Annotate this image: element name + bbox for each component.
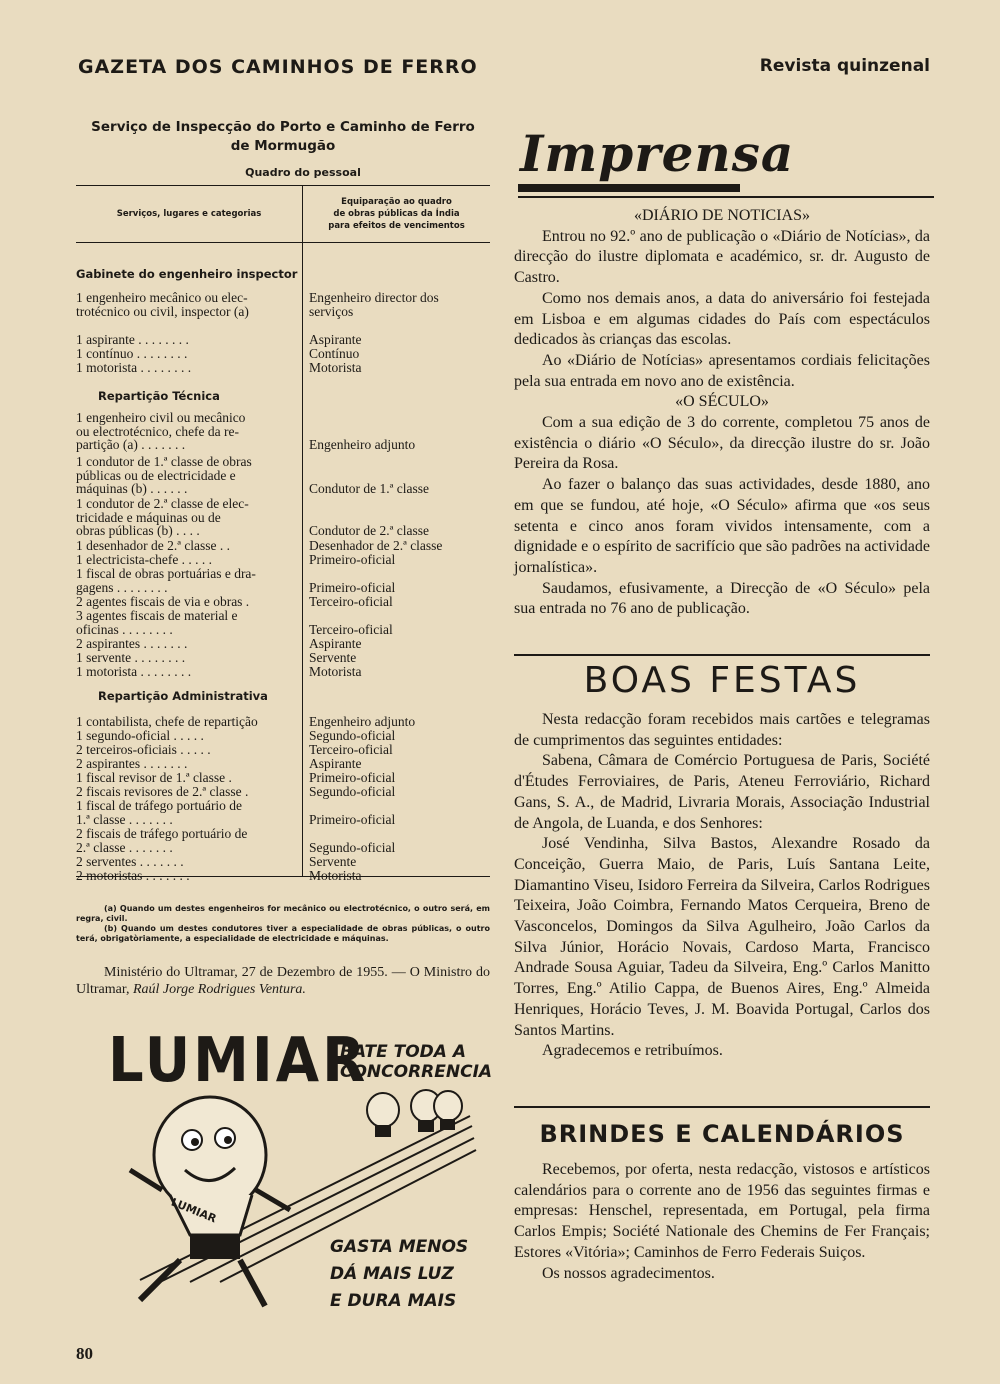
staff-position — [76, 651, 298, 665]
equivalent-grade — [309, 539, 490, 553]
staff-position — [76, 595, 298, 609]
equivalent-grade-line: Terceiro-oficial — [309, 621, 393, 637]
title-rule — [518, 184, 740, 192]
footnote-a: (a) Quando um destes engenheiros for mecânico ou electrotécnico, o outro será, em regra, civil. — [76, 904, 490, 923]
small-bulb-characters — [367, 1090, 462, 1136]
staff-position-line: 3 agentes fiscais de material e — [76, 608, 238, 623]
equivalent-grade-line: Engenheiro adjunto — [309, 714, 416, 729]
ad-slogan-line: GASTA MENOS — [330, 1237, 469, 1257]
dn-article — [514, 206, 930, 620]
equivalent-grade — [309, 785, 490, 799]
staff-position-line: 1 aspirante . . . . . . . . — [76, 332, 189, 347]
staff-position-line: 2 fiscais revisores de 2.ª classe . — [76, 784, 249, 799]
staff-position-line: 1 engenheiro mecânico ou elec- — [76, 290, 248, 305]
boas-festas-article — [514, 710, 930, 1062]
ad-slogan-line: BATE TODA A — [340, 1042, 467, 1062]
table-header — [76, 186, 490, 243]
ad-slogan-line: CONCORRENCIA — [340, 1062, 493, 1082]
article-paragraph: Ao fazer o balanço das suas actividades, desde 1880, ano em que se fundou, até hoje, «O Século» afirma que «os seus setenta e cinco anos foram vividos intensamente, com a dignidade e o espírito de sacrifício que são padrões na actividade jornalística». — [514, 476, 930, 576]
staff-position — [76, 785, 298, 799]
section-title-imprensa: Imprensa — [520, 124, 795, 183]
staff-position-line: 2 motoristas . . . . . . . — [76, 868, 190, 883]
staff-position-line: 1 motorista . . . . . . . . — [76, 360, 192, 375]
staff-position-line: 2 serventes . . . . . . . — [76, 854, 184, 869]
lumiar-advertisement — [100, 1020, 493, 1320]
staff-position-line: partição (a) . . . . . . . — [76, 437, 186, 452]
equivalent-grade-line: Desenhador de 2.ª classe — [309, 538, 443, 553]
equivalent-grade — [309, 333, 490, 347]
staff-position-line: 1 electricista-chefe . . . . . — [76, 552, 213, 567]
equivalent-grade — [309, 581, 490, 595]
brindes-article — [514, 1160, 930, 1284]
equivalent-grade — [309, 841, 490, 855]
article-paragraph: Nesta redacção foram recebidos mais cartões e telegramas de cumprimentos das seguintes entidades: — [514, 711, 930, 749]
equivalent-grade — [309, 347, 490, 361]
equivalent-grade-line: Motorista — [309, 664, 362, 679]
staff-position-line: 2 aspirantes . . . . . . . — [76, 756, 188, 771]
article-paragraph: Os nossos agradecimentos. — [542, 1264, 715, 1282]
page-number: 80 — [76, 1344, 93, 1363]
article-paragraph: Sabena, Câmara de Comércio Portuguesa de Paris, Société d'Études Ferroviaires, de Paris, Ateneu Ferroviário, Richard Gans, S. A., de Madrid, Livraria Morais, Associação Industrial de Angola, de Luanda, e dos Senhores: — [514, 752, 930, 832]
column-header-left: Serviços, lugares e categorias — [116, 209, 262, 219]
article-paragraph: Com a sua edição de 3 do corrente, completou 75 anos de existência o diário «O Século», da direcção ilustre do sr. João Pereira da Rosa. — [514, 414, 930, 473]
staff-position-line: 1 condutor de 1.ª classe de obras — [76, 454, 252, 469]
table-subtitle: Quadro do pessoal — [245, 166, 361, 179]
equivalent-grade-line: Aspirante — [309, 332, 362, 347]
equivalent-grade-line: Primeiro-oficial — [309, 770, 396, 785]
decree-title — [76, 118, 490, 156]
section-heading: Repartição Técnica — [98, 389, 220, 403]
staff-position-line: 1 servente . . . . . . . . — [76, 650, 186, 665]
bulb-label: LUMIAR — [169, 1195, 219, 1226]
equivalent-grade — [309, 623, 490, 637]
equivalent-grade — [309, 757, 490, 771]
os-heading: «O SÉCULO» — [675, 393, 769, 411]
column-header-right-line: de obras públicas da Índia — [333, 209, 460, 219]
staff-position — [76, 333, 298, 347]
equivalent-grade-line: Primeiro-oficial — [309, 552, 396, 567]
staff-position-line: 1 fiscal de tráfego portuário de — [76, 798, 243, 813]
equivalent-grade-line: Motorista — [309, 360, 362, 375]
equivalent-grade — [309, 291, 490, 318]
staff-position-line: 2 aspirantes . . . . . . . — [76, 636, 188, 651]
staff-position-line: trotécnico ou civil, inspector (a) — [76, 303, 249, 319]
staff-position-line: 1 fiscal revisor de 1.ª classe . — [76, 770, 232, 785]
column-header-right — [302, 186, 490, 242]
staff-position-line: máquinas (b) . . . . . . — [76, 481, 188, 496]
article-paragraph: Como nos demais anos, a data do aniversário foi festejada em Lisboa e em algumas cidades do País com espectáculos dedicados às crianças das escolas. — [514, 289, 930, 349]
equivalent-grade — [309, 651, 490, 665]
article-paragraph: Ao «Diário de Notícias» apresentamos cordiais felicitações pela sua entrada em novo ano de existência. — [514, 351, 930, 390]
dn-heading: «DIÁRIO DE NOTICIAS» — [634, 207, 810, 224]
staff-position-line: 1 engenheiro civil ou mecânico — [76, 410, 246, 425]
staff-position-line: públicas ou de electricidade e — [76, 467, 236, 483]
equivalent-grade — [309, 361, 490, 375]
staff-position-line: 2.ª classe . . . . . . . — [76, 839, 173, 855]
periodicity: Revista quinzenal — [759, 56, 930, 76]
staff-position-line: tricidade e máquinas ou de — [76, 509, 221, 525]
equivalent-grade — [309, 595, 490, 609]
ad-slogan-bottom — [330, 1234, 468, 1315]
title-rule-thin — [518, 196, 934, 198]
section-heading: Repartição Administrativa — [98, 689, 268, 703]
ad-slogan-line: DÁ MAIS LUZ — [330, 1264, 454, 1284]
staff-position-line: 1 contínuo . . . . . . . . — [76, 346, 188, 361]
staff-position — [76, 609, 298, 636]
staff-position — [76, 665, 298, 679]
staff-position — [76, 869, 298, 883]
ad-slogan-top — [340, 1042, 492, 1082]
staff-position-line: 1 fiscal de obras portuárias e dra- — [76, 566, 256, 581]
equivalent-grade — [309, 729, 490, 743]
section-heading: Gabinete do engenheiro inspector — [76, 267, 298, 281]
section-divider — [514, 1106, 930, 1108]
staff-position — [76, 539, 298, 553]
section-divider — [514, 654, 930, 656]
equivalent-grade-line: Condutor de 2.ª classe — [309, 523, 429, 538]
equivalent-grade-line: Terceiro-oficial — [309, 594, 393, 609]
equivalent-grade-line: Servente — [309, 650, 357, 665]
equivalent-grade — [309, 482, 490, 496]
article-paragraph: José Vendinha, Silva Bastos, Alexandre Rosado da Conceição, Guerra Maio, de Paris, Luís Santana Leite, Diamantino Viseu, Isidoro Ferreira da Silveira, Carlos Rodrigues Teixeira, João Coimbra, Fernando Matos Cerqueira, Breno de Vasconcelos, Domingos da Silva Agulheiro, João Carlos da Silva Júnior, Horácio Novais, Cardoso Marta, Francisco Andrade Sousa Aguiar, Tadeu da Silveira, Eng.º Carlos Manitto Torres, Eng.º Atilio Cappa, de Buenos Aires, Eng.º Almeida Henriques, Horácio Teves, J. M. Boavida Portugal, Carlos dos Santos Martins. — [514, 835, 930, 1039]
staff-position — [76, 291, 298, 318]
equivalent-grade — [309, 715, 490, 729]
staff-position — [76, 361, 298, 375]
brindes-heading: BRINDES E CALENDÁRIOS — [539, 1120, 905, 1148]
footnotes — [76, 904, 490, 944]
staff-position — [76, 827, 298, 854]
equivalent-grade-line: Primeiro-oficial — [309, 811, 396, 827]
staff-position-line: 1 motorista . . . . . . . . — [76, 664, 192, 679]
staff-position-line: 1.ª classe . . . . . . . — [76, 811, 173, 827]
staff-position — [76, 715, 298, 729]
equivalent-grade — [309, 813, 490, 827]
staff-position-line: 2 agentes fiscais de via e obras . — [76, 594, 250, 609]
staff-position-line: 2 fiscais de tráfego portuário de — [76, 826, 248, 841]
signature-text: Ministério do Ultramar, 27 de Dezembro de 1955. — O Ministro do Ultramar, — [76, 965, 490, 997]
equivalent-grade-line: Condutor de 1.ª classe — [309, 481, 429, 496]
staff-position — [76, 347, 298, 361]
brand-name: LUMIAR — [108, 1024, 369, 1097]
equivalent-grade-line: Motorista — [309, 868, 362, 883]
equivalent-grade — [309, 524, 490, 538]
staff-position-line: 1 condutor de 2.ª classe de elec- — [76, 496, 249, 511]
article-paragraph: Recebemos, por oferta, nesta redacção, vistosos e artísticos calendários para o corrente ano de 1956 das seguintes firmas e empresas: Henschel, representada, em Portugal, pela firma Carlos Empis; Société Nationale des Chemins de Fer Français; Estores «Vitória»; Caminhos de Ferro Federais Suiços. — [514, 1161, 930, 1261]
article-paragraph: Entrou no 92.º ano de publicação o «Diário de Notícias», da direcção do ilustre diplomata e académico, sr. dr. Augusto de Castro. — [514, 227, 930, 287]
equivalent-grade — [309, 743, 490, 757]
table-body — [76, 243, 490, 883]
decree-signature — [76, 964, 490, 998]
staff-position — [76, 757, 298, 771]
staff-position-line: ou electrotécnico, chefe da re- — [76, 423, 240, 439]
staff-position-line: 1 desenhador de 2.ª classe . . — [76, 538, 231, 553]
staff-position — [76, 855, 298, 869]
equivalent-grade — [309, 438, 490, 452]
equivalent-grade — [309, 869, 490, 883]
column-divider — [302, 243, 303, 877]
equivalent-grade-line: Segundo-oficial — [309, 784, 396, 799]
staff-position-line: gagens . . . . . . . . — [76, 579, 168, 595]
equivalent-grade — [309, 553, 490, 567]
staff-position — [76, 553, 298, 567]
staff-position — [76, 743, 298, 757]
staff-position-line: 1 contabilista, chefe de repartição — [76, 714, 258, 729]
staff-position-line: 1 segundo-oficial . . . . . — [76, 728, 204, 743]
equivalent-grade-line: Aspirante — [309, 756, 362, 771]
staff-position — [76, 729, 298, 743]
equivalent-grade-line: Terceiro-oficial — [309, 742, 393, 757]
equivalent-grade — [309, 855, 490, 869]
equivalent-grade-line: Aspirante — [309, 636, 362, 651]
boas-festas-heading: BOAS FESTAS — [583, 660, 861, 701]
column-header-right-line: para efeitos de vencimentos — [328, 221, 465, 231]
equivalent-grade-line: Engenheiro adjunto — [309, 437, 416, 452]
equivalent-grade — [309, 771, 490, 785]
minister-name: Raúl Jorge Rodrigues Ventura. — [132, 982, 306, 997]
big-bulb-character — [130, 1097, 290, 1306]
staff-position — [76, 637, 298, 651]
equivalent-grade-line: Servente — [309, 854, 357, 869]
staff-position-line: oficinas . . . . . . . . — [76, 621, 173, 637]
staff-position — [76, 497, 298, 538]
staff-position-line: obras públicas (b) . . . . — [76, 523, 200, 538]
footnote-b: (b) Quando um destes condutores tiver a especialidade de obras públicas, o outro terá, obrigatòriamente, a especialidade de electricidade e máquinas. — [76, 924, 490, 943]
decree-column — [76, 118, 490, 883]
decree-title-line1: Serviço de Inspecção do Porto e Caminho de Ferro — [91, 119, 475, 135]
staff-position — [76, 567, 298, 594]
staff-position — [76, 455, 298, 496]
equivalent-grade-line: Contínuo — [309, 346, 360, 361]
equivalent-grade-line: serviços — [309, 303, 354, 319]
equivalent-grade-line: Segundo-oficial — [309, 728, 396, 743]
staff-table — [76, 185, 490, 883]
staff-position — [76, 411, 298, 452]
equivalent-grade-line: Segundo-oficial — [309, 839, 396, 855]
ad-slogan-line: E DURA MAIS — [330, 1291, 457, 1311]
journal-title: GAZETA DOS CAMINHOS DE FERRO — [78, 56, 478, 78]
equivalent-grade-line: Primeiro-oficial — [309, 579, 396, 595]
staff-position — [76, 799, 298, 826]
equivalent-grade — [309, 637, 490, 651]
equivalent-grade — [309, 665, 490, 679]
article-paragraph: Saudamos, efusivamente, a Direcção de «O Século» pela sua entrada no 76 ano de publicação. — [514, 579, 930, 618]
staff-position — [76, 771, 298, 785]
decree-title-line2: de Mormugão — [230, 138, 336, 154]
column-header-right-line: Equiparação ao quadro — [341, 197, 452, 207]
staff-position-line: 2 terceiros-oficiais . . . . . — [76, 742, 211, 757]
equivalent-grade-line: Engenheiro director dos — [309, 290, 439, 305]
article-paragraph: Agradecemos e retribuímos. — [542, 1042, 723, 1060]
